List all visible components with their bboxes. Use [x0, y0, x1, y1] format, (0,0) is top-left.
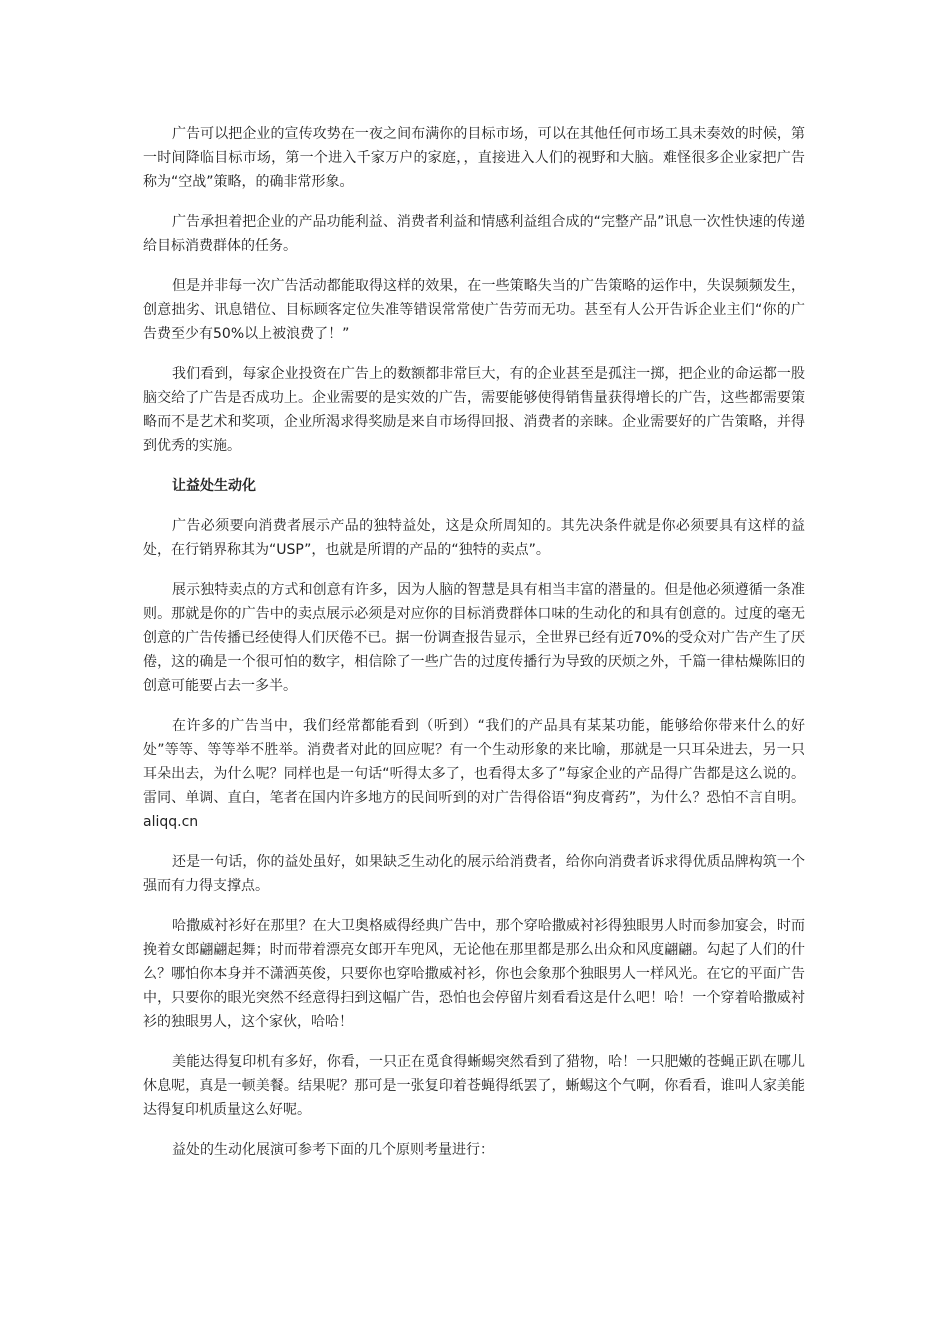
paragraph-body-6: 美能达得复印机有多好，你看，一只正在觅食得蜥蜴突然看到了猎物，哈！一只肥嫩的苍蝇正趴在哪儿休息呢，真是一顿美餐。结果呢？那可是一张复印着苍蝇得纸罢了，蜥蜴这个气啊，你看看，谁叫人家美能达得复印机质量这么好呢。 [143, 1054, 805, 1118]
paragraph-intro-4: 我们看到，每家企业投资在广告上的数额都非常巨大，有的企业甚至是孤注一掷，把企业的命运都一股脑交给了广告是否成功上。企业需要的是实效的广告，需要能够使得销售量获得增长的广告，这些都需要策略而不是艺术和奖项，企业所渴求得奖励是来自市场得回报、消费者的亲睐。企业需要好的广告策略，并得到优秀的实施。 [143, 366, 805, 454]
paragraph-intro-1: 广告可以把企业的宣传攻势在一夜之间布满你的目标市场，可以在其他任何市场工具未奏效的时候，第一时间降临目标市场，第一个进入千家万户的家庭，，直接进入人们的视野和大脑。难怪很多企业家把广告称为“空战”策略，的确非常形象。 [143, 126, 805, 190]
paragraph-body-2: 展示独特卖点的方式和创意有许多，因为人脑的智慧是具有相当丰富的潜量的。但是他必须遵循一条准则。那就是你的广告中的卖点展示必须是对应你的目标消费群体口味的生动化的和具有创意的。过度的毫无创意的广告传播已经使得人们厌倦不已。据一份调查报告显示，全世界已经有近70%的受众对广告产生了厌倦，这的确是一个很可怕的数字，相信除了一些广告的过度传播行为导致的厌烦之外，千篇一律枯燥陈旧的创意可能要占去一多半。 [143, 582, 805, 694]
paragraph-body-4: 还是一句话，你的益处虽好，如果缺乏生动化的展示给消费者，给你向消费者诉求得优质品牌构筑一个强而有力得支撑点。 [143, 854, 805, 894]
paragraph-intro-2: 广告承担着把企业的产品功能利益、消费者利益和情感利益组合成的“完整产品”讯息一次性快速的传递给目标消费群体的任务。 [143, 214, 805, 254]
paragraph-body-7: 益处的生动化展演可参考下面的几个原则考量进行： [172, 1142, 494, 1158]
paragraph-intro-3: 但是并非每一次广告活动都能取得这样的效果，在一些策略失当的广告策略的运作中，失误频频发生，创意拙劣、讯息错位、目标顾客定位失准等错误常常使广告劳而无功。甚至有人公开告诉企业主们“你的广告费至少有50%以上被浪费了！” [143, 278, 805, 342]
paragraph-body-1: 广告必须要向消费者展示产品的独特益处，这是众所周知的。其先决条件就是你必须要具有这样的益处，在行销界称其为“USP”，也就是所谓的产品的“独特的卖点”。 [143, 518, 805, 558]
section-heading: 让益处生动化 [172, 478, 256, 494]
paragraph-body-5: 哈撒威衬衫好在那里？在大卫奥格威得经典广告中，那个穿哈撒威衬衫得独眼男人时而参加宴会，时而挽着女郎翩翩起舞；时而带着漂亮女郎开车兜风，无论他在那里都是那么出众和风度翩翩。勾起了人们的什么？哪怕你本身并不潇洒英俊，只要你也穿哈撒威衬衫，你也会象那个独眼男人一样风光。在它的平面广告中，只要你的眼光突然不经意得扫到这幅广告，恐怕也会停留片刻看看这是什么吧！哈！一个穿着哈撒威衬衫的独眼男人，这个家伙，哈哈！ [143, 918, 805, 1030]
paragraph-body-3: 在许多的广告当中，我们经常都能看到（听到）“我们的产品具有某某功能，能够给你带来什么的好处”等等、等等举不胜举。消费者对此的回应呢？有一个生动形象的来比喻，那就是一只耳朵进去，另一只耳朵出去，为什么呢？同样也是一句话“听得太多了，也看得太多了”每家企业的产品得广告都是这么说的。雷同、单调、直白，笔者在国内许多地方的民间听到的对广告得俗语“狗皮膏药”，为什么？恐怕不言自明。 aliqq.cn [143, 718, 805, 830]
document-page [143, 122, 805, 1178]
